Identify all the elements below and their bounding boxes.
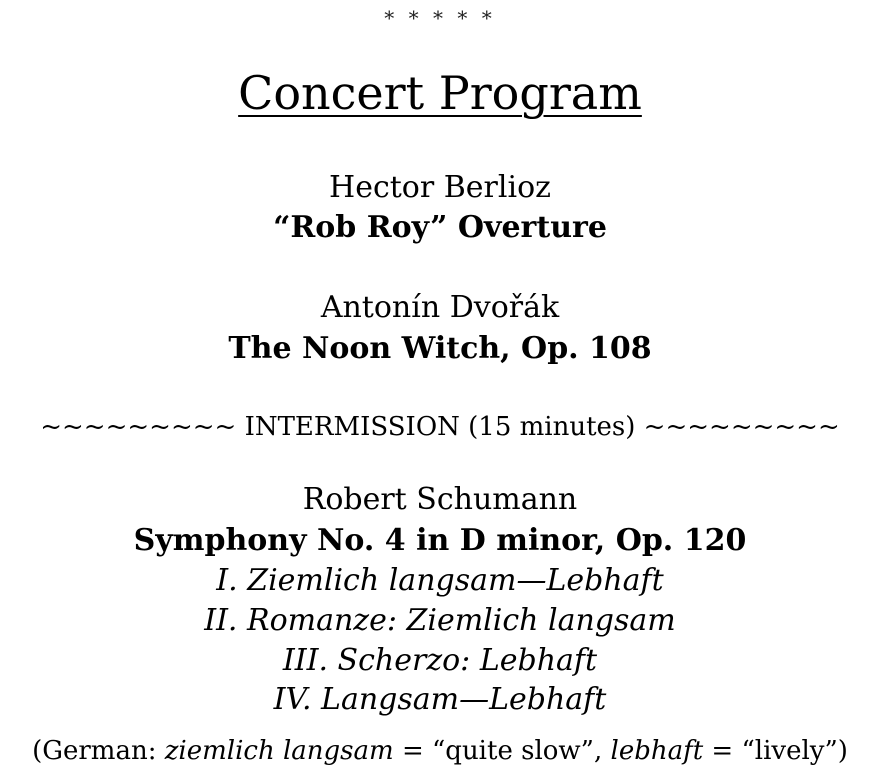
footnote-term-ziemlich-langsam: ziemlich langsam: [164, 736, 394, 766]
footnote-mid-2: = “lively”): [703, 736, 848, 766]
composer-dvorak: Antonín Dvořák: [320, 290, 560, 325]
movement-2: II. Romanze: Ziemlich langsam: [204, 603, 676, 638]
movement-3: III. Scherzo: Lebhaft: [282, 643, 598, 678]
page-title: Concert Program: [238, 66, 642, 120]
composer-berlioz: Hector Berlioz: [329, 170, 551, 205]
footnote-term-lebhaft: lebhaft: [610, 736, 704, 766]
movement-4: IV. Langsam—Lebhaft: [273, 682, 607, 717]
composer-schumann: Robert Schumann: [302, 482, 578, 517]
movement-1: I. Ziemlich langsam—Lebhaft: [216, 563, 664, 598]
footnote-open: (German:: [32, 736, 165, 766]
german-glossary-footnote: [0, 736, 880, 766]
intermission-line: ~~~~~~~~~ INTERMISSION (15 minutes) ~~~~~~~~~: [40, 412, 840, 442]
work-symphony-4: Symphony No. 4 in D minor, Op. 120: [133, 523, 747, 558]
work-noon-witch: The Noon Witch, Op. 108: [228, 331, 652, 366]
ornament-stars: * * * * *: [384, 6, 496, 30]
footnote-mid-1: = “quite slow”,: [393, 736, 611, 766]
work-rob-roy-overture: “Rob Roy” Overture: [273, 210, 607, 245]
